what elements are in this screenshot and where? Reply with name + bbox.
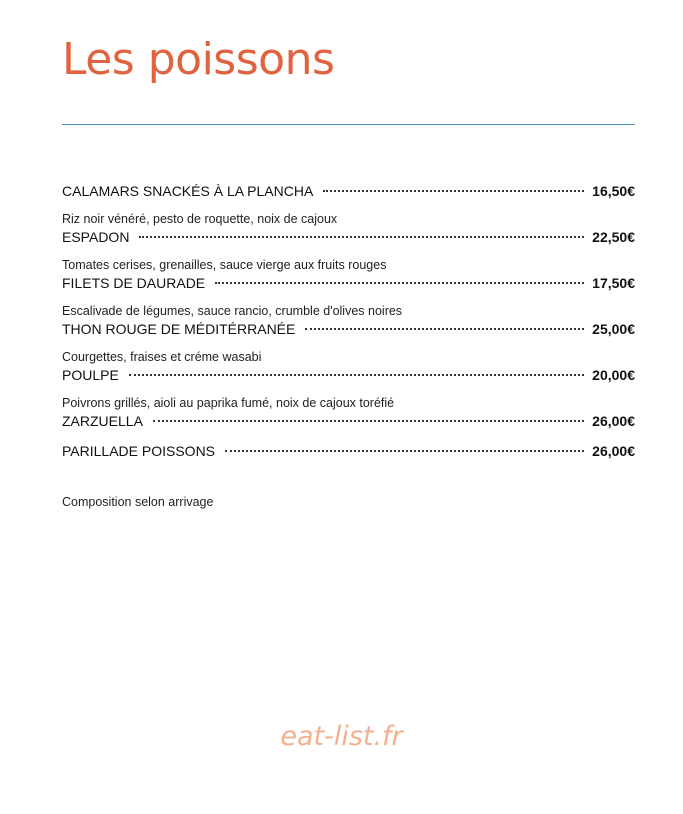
- menu-item: [62, 257, 635, 293]
- menu-item-line: [62, 365, 635, 385]
- menu-item-name: PARILLADE POISSONS: [62, 443, 216, 459]
- menu-item-line: [62, 441, 635, 461]
- menu-item-name: FILETS DE DAURADE: [62, 275, 206, 291]
- menu-item-name: POULPE: [62, 367, 119, 383]
- dotted-leader: [215, 282, 584, 284]
- watermark-logo: eat-list.fr: [280, 721, 403, 752]
- menu-item: [62, 349, 635, 385]
- menu-item-name: CALAMARS SNACKÉS À LA PLANCHA: [62, 183, 314, 199]
- title-divider: [62, 124, 635, 125]
- menu-item-description: Courgettes, fraises et créme wasabi: [62, 350, 262, 364]
- menu-item-price: 26,00€: [592, 443, 635, 459]
- dotted-leader: [225, 450, 584, 452]
- menu-item-price: 26,00€: [592, 413, 635, 429]
- composition-note: Composition selon arrivage: [62, 495, 214, 509]
- menu-item-description: Riz noir vénéré, pesto de roquette, noix de cajoux: [62, 212, 338, 226]
- page-title: Les poissons: [62, 34, 335, 85]
- menu-item-description: Escalivade de légumes, sauce rancio, crumble d'olives noires: [62, 304, 403, 318]
- menu-item-line: [62, 181, 635, 201]
- menu-item: [62, 303, 635, 339]
- menu-item-line: [62, 273, 635, 293]
- menu-item-description: Tomates cerises, grenailles, sauce vierge aux fruits rouges: [62, 258, 387, 272]
- dotted-leader: [323, 190, 584, 192]
- dotted-leader: [139, 236, 584, 238]
- menu-item-line: [62, 227, 635, 247]
- menu-item: [62, 181, 635, 201]
- menu-item-name: ESPADON: [62, 229, 130, 245]
- menu-item-price: 20,00€: [592, 367, 635, 383]
- dotted-leader: [129, 374, 584, 376]
- menu-item-price: 16,50€: [592, 183, 635, 199]
- menu-item-name: THON ROUGE DE MÉDITÉRRANÉE: [62, 321, 296, 337]
- menu-item: [62, 395, 635, 431]
- menu-item: [62, 211, 635, 247]
- menu-item-line: [62, 411, 635, 431]
- menu-item-price: 22,50€: [592, 229, 635, 245]
- menu-item: [62, 441, 635, 461]
- menu-item-price: 17,50€: [592, 275, 635, 291]
- menu-item-description: Poivrons grillés, aioli au paprika fumé, noix de cajoux toréfié: [62, 396, 395, 410]
- menu-item-name: ZARZUELLA: [62, 413, 143, 429]
- dotted-leader: [153, 420, 584, 422]
- menu-list: [62, 181, 635, 461]
- menu-item-price: 25,00€: [592, 321, 635, 337]
- dotted-leader: [305, 328, 584, 330]
- menu-item-line: [62, 319, 635, 339]
